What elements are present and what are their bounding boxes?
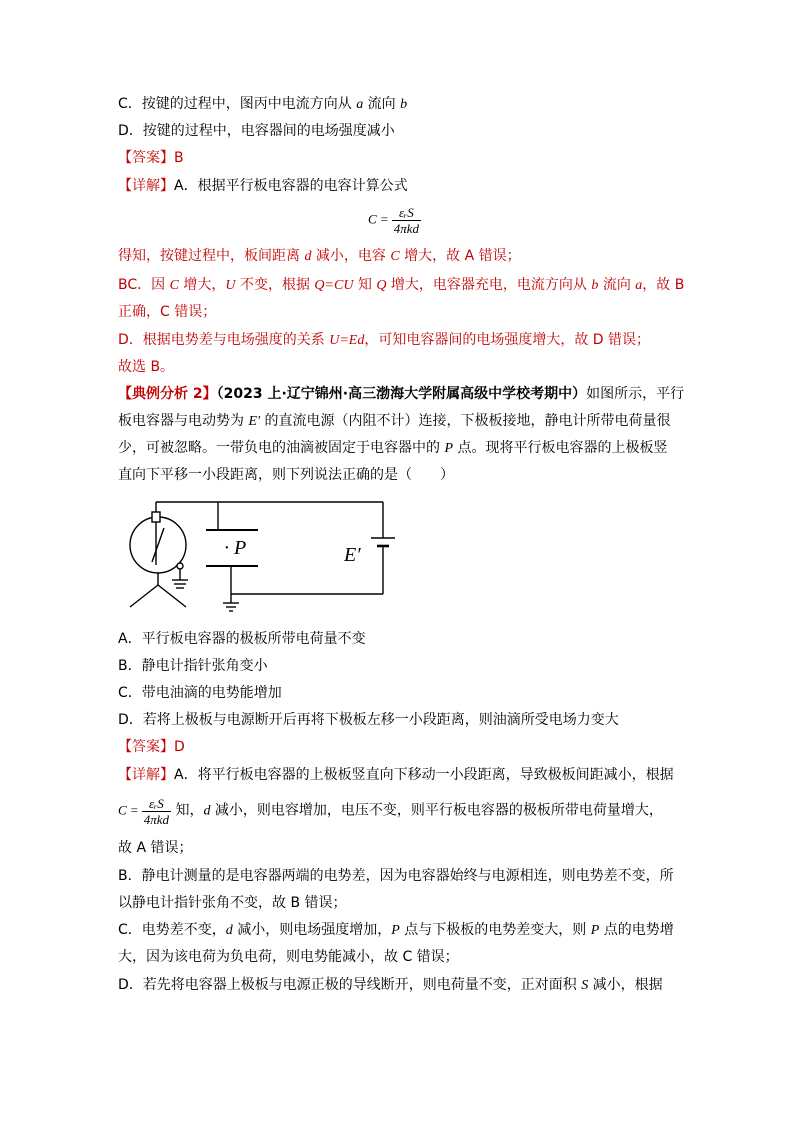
detail-q2-line3: 故 A 错误； xyxy=(118,840,193,856)
example-2-line2: 板电容器与电动势为 E' 的直流电源（内阻不计）连接，下极板接地，静电计所带电荷量很 xyxy=(118,413,671,429)
answer-q2: 【答案】D xyxy=(118,739,185,755)
detail-q1-line4: 正确，C 错误； xyxy=(118,304,217,320)
detail-q1-line5: D．根据电势差与电场强度的关系 U=Ed，可知电容器间的电场强度增大，故 D 错误； xyxy=(118,332,651,348)
electrometer-needle xyxy=(152,528,164,562)
detail-q2-line2: C = $\frac{\text{εᵣS}}{\text{4πkd}}$ 知，d 减小，则电容增加，电压不变，则平行板电容器的极板所带电荷量增大， xyxy=(118,796,663,827)
point-p-label: · P xyxy=(224,537,247,559)
option-b-q2: B．静电计指针张角变小 xyxy=(118,658,268,674)
example-2-line3: 少，可被忽略。一带负电的油滴被固定于电容器中的 P 点。现将平行板电容器的上极板竖 xyxy=(118,440,668,456)
detail-q1-line6: 故选 B。 xyxy=(118,359,175,375)
detail-q1-line2: 得知，按键过程中，板间距离 d 减小，电容 C 增大，故 A 错误； xyxy=(118,248,521,264)
capacitance-formula-1: C = $\frac{\text{εᵣS}}{\text{4πkd}}$ xyxy=(368,205,419,236)
detail-q2-line1: 【详解】A．将平行板电容器的上极板竖直向下移动一小段距离，导致极板间距减小，根据 xyxy=(118,767,674,783)
detail-q2-line7: 大，因为该电荷为负电荷，则电势能减小，故 C 错误； xyxy=(118,949,459,965)
capacitance-formula-2: C = $\frac{\text{εᵣS}}{\text{4πkd}}$ xyxy=(118,796,169,827)
example-2-heading: 【典例分析 2】（2023 上·辽宁锦州·高三渤海大学附属高级中学校考期中）如图所示，平行 xyxy=(118,386,685,402)
capacitor-circuit-diagram xyxy=(118,490,408,615)
option-c-q2: C．带电油滴的电势能增加 xyxy=(118,685,282,701)
detail-q2-line6: C．电势差不变，d 减小，则电场强度增加，P 点与下极板的电势差变大，则 P 点的电势增 xyxy=(118,922,674,938)
detail-q2-line8: D．若先将电容器上极板与电源正极的导线断开，则电荷量不变，正对面积 S 减小，根据 xyxy=(118,977,663,993)
detail-q2-line5: 以静电计指针张角不变，故 B 错误； xyxy=(118,895,347,911)
answer-q1: 【答案】B xyxy=(118,150,184,166)
detail-q1-line1: 【详解】A．根据平行板电容器的电容计算公式 xyxy=(118,178,408,194)
option-d-q2: D．若将上极板与电源断开后再将下极板左移一小段距离，则油滴所受电场力变大 xyxy=(118,712,619,728)
option-c-q1: C．按键的过程中，图丙中电流方向从 a 流向 b xyxy=(118,96,408,112)
detail-q1-line3: BC．因 C 增大，U 不变，根据 Q=CU 知 Q 增大，电容器充电，电流方向从 b 流向 a，故 B xyxy=(118,277,685,293)
source-e-label: E′ xyxy=(344,544,361,566)
detail-q2-line4: B．静电计测量的是电容器两端的电势差，因为电容器始终与电源相连，则电势差不变，所 xyxy=(118,868,674,884)
example-2-line4: 直向下平移一小段距离，则下列说法正确的是（ ） xyxy=(118,467,454,483)
electrometer-terminal xyxy=(152,512,160,522)
option-d-q1: D．按键的过程中，电容器间的电场强度减小 xyxy=(118,123,395,139)
option-a-q2: A．平行板电容器的极板所带电荷量不变 xyxy=(118,631,366,647)
